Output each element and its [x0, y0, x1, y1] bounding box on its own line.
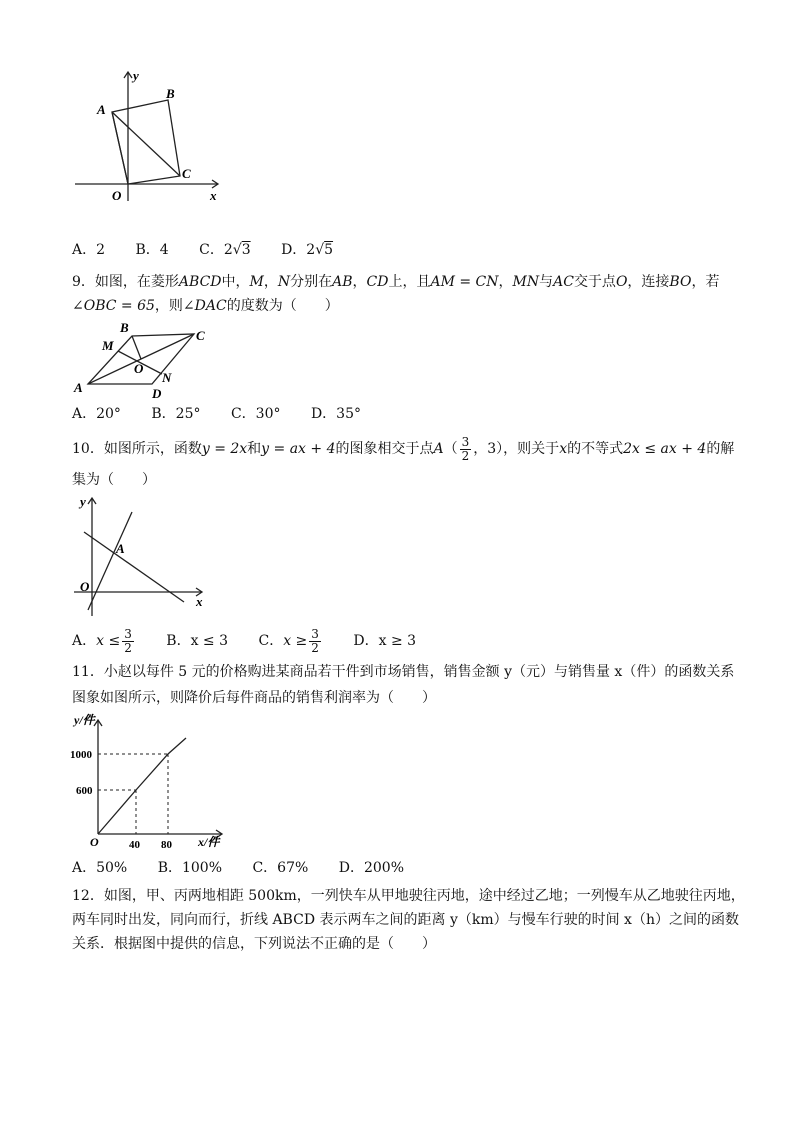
- q12-question-line3: 关系．根据图中提供的信息，下列说法不正确的是（ ）: [72, 936, 436, 952]
- q10-label-x: x: [196, 594, 203, 609]
- q11-option-d: D．200%: [338, 860, 404, 876]
- q8-option-c: C．2√3: [199, 242, 251, 258]
- q9-option-c: C．30°: [230, 406, 281, 422]
- q9-option-b: B．25°: [151, 406, 201, 422]
- q10-options: [72, 624, 442, 658]
- q11-figure: [70, 710, 230, 852]
- q11-label-x: x/件: [198, 835, 220, 849]
- q9-options: [72, 404, 387, 424]
- q8-option-d: D．2√5: [281, 242, 334, 258]
- q9-label-O: O: [134, 361, 144, 376]
- q8-label-y: y: [133, 68, 139, 83]
- q9-question-line1: 9．如图，在菱形ABCD中，M，N分别在AB，CD上，且AM = CN，MN与AC交于点O，连接BO，若: [72, 274, 720, 290]
- q8-options: [72, 240, 359, 260]
- q10-question-line2: 集为（ ）: [72, 472, 156, 488]
- q10-label-O: O: [80, 579, 90, 594]
- q11-option-b: B．100%: [157, 860, 222, 876]
- q11-question-line2: 图象如图所示，则降价后每件商品的销售利润率为（ ）: [72, 690, 436, 706]
- q10-figure: [70, 492, 220, 622]
- q9-label-N: N: [162, 370, 172, 385]
- q8-figure: [70, 66, 230, 206]
- q12-question-line1: 12．如图，甲、丙两地相距 500km，一列快车从甲地驶往丙地，途中经过乙地；一列慢车从乙地驶往丙地，: [72, 888, 745, 904]
- q8-option-b: B．4: [135, 242, 169, 258]
- q10-point-fraction: $\frac{3}{2}$: [461, 434, 470, 463]
- q9-label-C: C: [196, 328, 205, 343]
- q12-question-line2: 两车同时出发，同向而行，折线 ABCD 表示两车之间的距离 y（km）与慢车行驶的时间 x（h）之间的函数: [72, 912, 739, 928]
- q10-option-b: B．x ≤ 3: [166, 633, 229, 649]
- q10-question-line1: 10．如图所示，函数y = 2x和y = ax + 4的图象相交于点A（ $\frac{3}{2}$ ，3），则关于x的不等式2x ≤ ax + 4的解: [72, 434, 735, 463]
- q11-tick-40: 40: [129, 839, 140, 851]
- q11-option-c: C．67%: [252, 860, 309, 876]
- q11-tick-600: 600: [76, 785, 93, 797]
- q10-label-A: A: [116, 541, 125, 556]
- q8-root-d: 5: [324, 242, 334, 258]
- q9-label-B: B: [120, 320, 129, 335]
- q11-question-line1: 11．小赵以每件 5 元的价格购进某商品若干件到市场销售，销售金额 y（元）与销售量 x（件）的函数关系: [72, 664, 735, 680]
- q11-tick-1000: 1000: [70, 749, 92, 761]
- q8-root-c: 3: [241, 242, 251, 258]
- q11-label-O: O: [90, 835, 99, 849]
- q11-option-a: A．50%: [72, 860, 128, 876]
- q10-option-c: C．x ≥ $\frac{3}{2}$: [258, 626, 319, 655]
- q9-label-A: A: [74, 380, 83, 395]
- q8-label-B: B: [166, 86, 175, 101]
- q9-option-d: D．35°: [310, 406, 361, 422]
- q11-options: [72, 858, 430, 878]
- q11-tick-80: 80: [161, 839, 172, 851]
- q8-option-a: A．2: [72, 242, 106, 258]
- q8-label-C: C: [182, 166, 191, 181]
- q9-label-D: D: [152, 386, 162, 400]
- q8-label-O: O: [112, 188, 122, 203]
- q10-option-d: D．x ≥ 3: [353, 633, 417, 649]
- q9-option-a: A．20°: [72, 406, 121, 422]
- q10-option-a: A．x ≤ $\frac{3}{2}$: [72, 626, 132, 655]
- q10-label-y: y: [80, 494, 86, 509]
- q8-label-x: x: [210, 188, 217, 203]
- q8-label-A: A: [97, 102, 106, 117]
- q9-question-line2: ∠OBC = 65，则∠DAC的度数为（ ）: [72, 298, 339, 314]
- q9-label-M: M: [102, 338, 114, 353]
- q11-label-y: y/件: [74, 713, 95, 727]
- q9-figure: [70, 318, 220, 400]
